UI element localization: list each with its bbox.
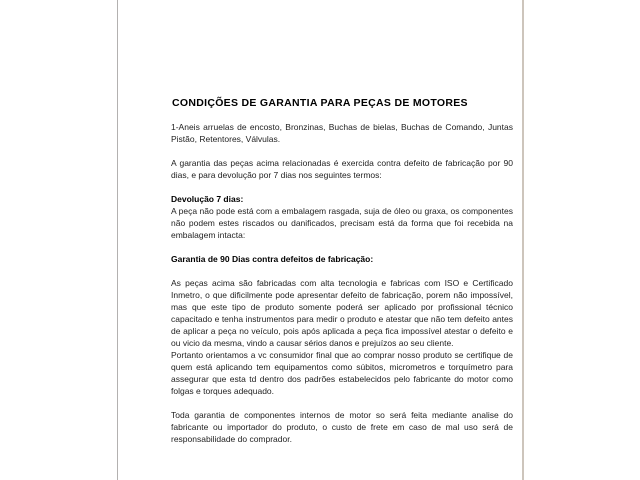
section-devolucao (171, 193, 513, 241)
document-title: CONDIÇÕES DE GARANTIA PARA PEÇAS DE MOTORES (172, 97, 468, 109)
document-page (117, 0, 524, 480)
paragraph-closing: Toda garantia de componentes internos de motor so será feita mediante analise do fabricante ou importador do produto, o custo de frete em caso de mal uso será de responsabilidade do comprador. (171, 410, 513, 444)
devolucao-heading: Devolução 7 dias: (171, 194, 244, 204)
paragraph-parts-list: 1-Aneis arruelas de encosto, Bronzinas, Buchas de bielas, Buchas de Comando, Juntas Pistão, Retentores, Válvulas. (171, 122, 513, 144)
garantia-heading: Garantia de 90 Dias contra defeitos de fabricação: (171, 254, 374, 264)
document-content (171, 0, 513, 457)
paragraph-devolucao-body: A peça não pode está com a embalagem rasgada, suja de óleo ou graxa, os componentes não podem estes riscados ou danificados, precisam está da forma que foi recebida na embalagem intacta: (171, 206, 513, 240)
section-garantia (171, 277, 513, 397)
paragraph-garantia-body-1: As peças acima são fabricadas com alta tecnologia e fabricas com ISO e Certificado Inmetro, o que dificilmente pode apresentar defeito de fabricação, porem não impossível, mas que este tipo de produto somente poderá ser aplicado por profissional técnico capacitado e tenha instrumentos para medir o produto e atestar que não tem defeito antes de aplicar a peça no veículo, pois após aplicada a peça fica impossível atestar o defeito e ou vicio da mesma, vindo a causar sérios danos e prejuízos ao seu cliente. (171, 278, 513, 348)
paragraph-garantia-body-2: Portanto orientamos a vc consumidor final que ao comprar nosso produto se certifique de quem está aplicando tem equipamentos como súbitos, micrometros e torquímetro para assegurar que esta td dentro dos padrões estabelecidos pelo fabricante do motor como folgas e torques adequado. (171, 350, 513, 396)
paragraph-warranty-summary: A garantia das peças acima relacionadas é exercida contra defeito de fabricação por 90 dias, e para devolução por 7 dias nos seguintes termos: (171, 158, 513, 180)
